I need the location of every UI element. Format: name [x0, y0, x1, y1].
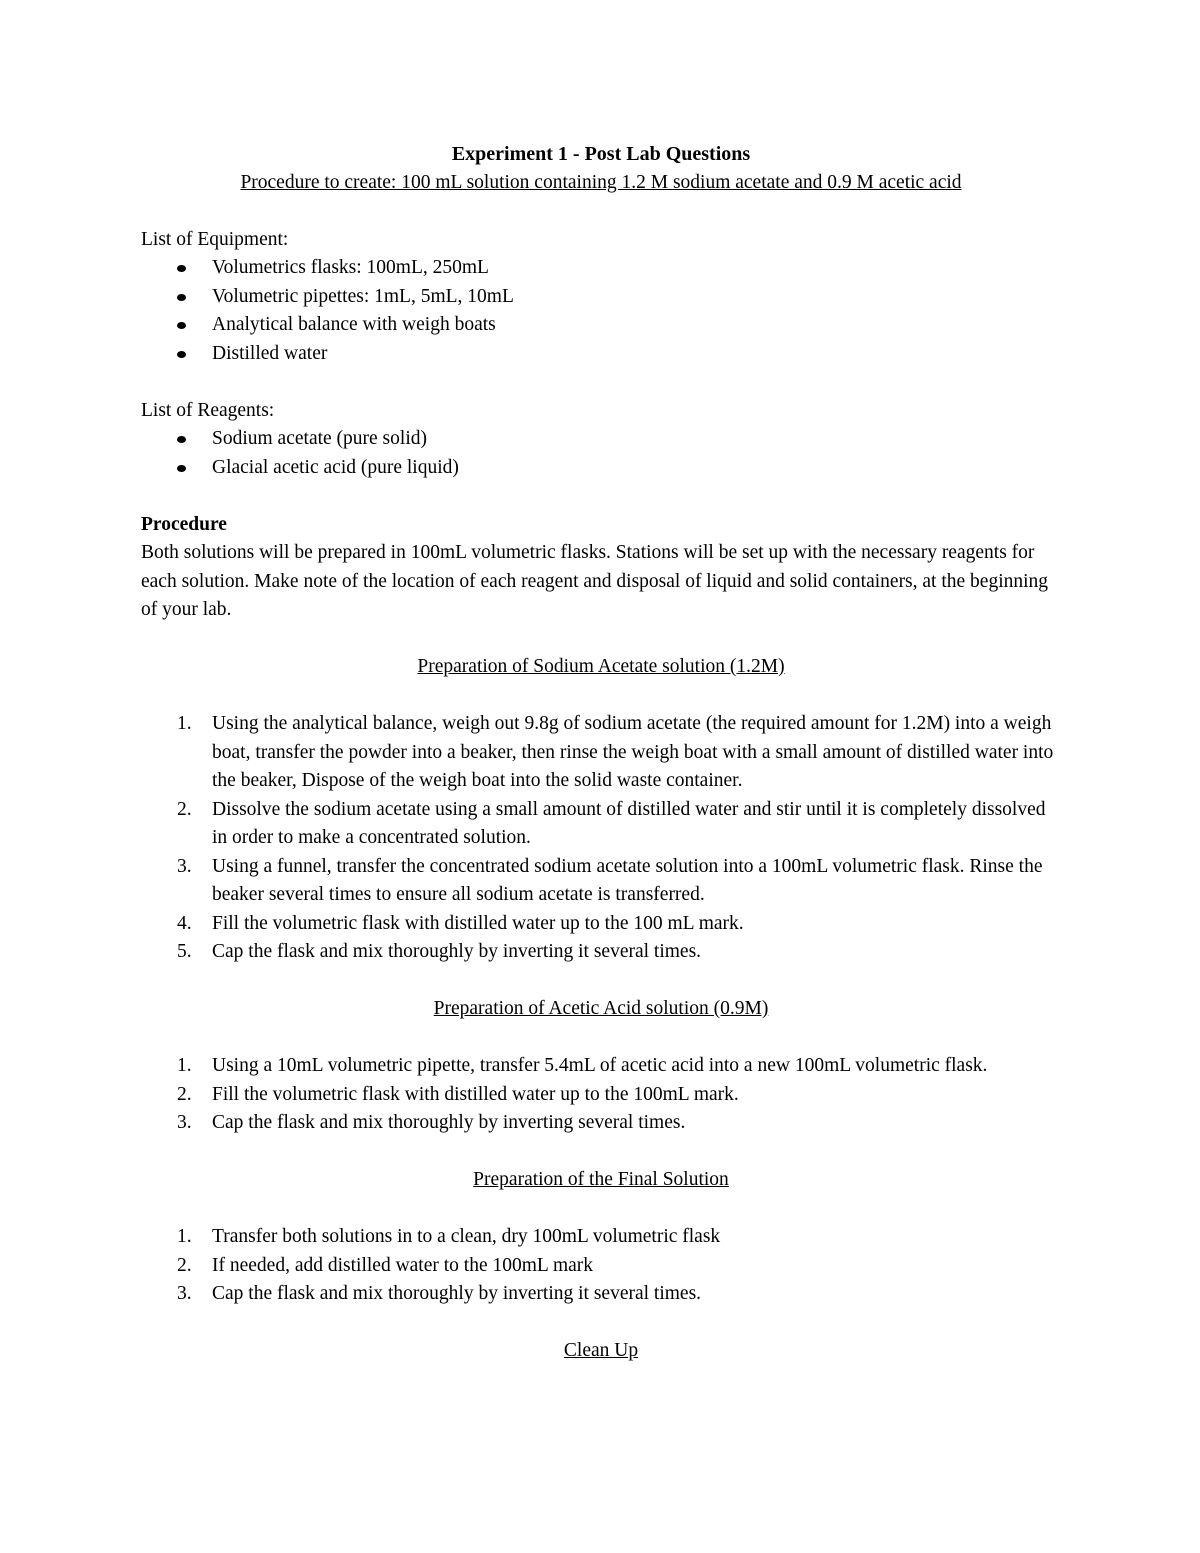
sodium-acetate-section [141, 653, 1061, 967]
sodium-acetate-steps [141, 710, 1061, 967]
equipment-item [141, 254, 1061, 283]
bullet-icon [177, 465, 186, 472]
step-item [141, 938, 1061, 967]
bullet-icon [177, 436, 186, 443]
step-item [141, 710, 1061, 796]
reagents-list [141, 425, 1061, 482]
step-number: 1. [177, 1226, 192, 1247]
step-item [141, 1223, 1061, 1252]
step-text: Cap the flask and mix thoroughly by inverting several times. [212, 1112, 686, 1133]
step-item [141, 910, 1061, 939]
clean-up-section [141, 1337, 1061, 1366]
step-text: Fill the volumetric flask with distilled water up to the 100 mL mark. [212, 912, 744, 934]
sodium-acetate-heading: Preparation of Sodium Acetate solution (1.2M) [417, 656, 785, 677]
equipment-list [141, 254, 1061, 368]
step-text: Dissolve the sodium acetate using a small amount of distilled water and stir until it is completely dissolved in order to make a concentrated solution. [212, 798, 1046, 848]
document-subtitle: Procedure to create: 100 mL solution containing 1.2 M sodium acetate and 0.9 M acetic acid [240, 171, 962, 193]
step-text: If needed, add distilled water to the 100mL mark [212, 1254, 594, 1276]
equipment-item-text: Volumetrics flasks: 100mL, 250mL [212, 257, 489, 278]
step-number: 1. [177, 713, 192, 734]
step-number: 2. [177, 798, 192, 820]
equipment-item-text: Volumetric pipettes: 1mL, 5mL, 10mL [212, 285, 514, 307]
step-item [141, 853, 1061, 910]
equipment-item [141, 340, 1061, 369]
equipment-item [141, 311, 1061, 340]
step-item [141, 1109, 1061, 1138]
reagent-item-text: Sodium acetate (pure solid) [212, 428, 427, 449]
step-number: 4. [177, 912, 192, 934]
document-page [141, 140, 1061, 1366]
equipment-item-text: Distilled water [212, 342, 328, 364]
step-number: 5. [177, 941, 192, 962]
acetic-acid-steps [141, 1052, 1061, 1138]
step-number: 3. [177, 1112, 192, 1133]
equipment-section [141, 226, 1061, 369]
final-solution-steps [141, 1223, 1061, 1309]
step-item [141, 1252, 1061, 1281]
step-number: 1. [177, 1055, 192, 1076]
equipment-heading: List of Equipment: [141, 228, 289, 250]
step-text: Cap the flask and mix thoroughly by inverting it several times. [212, 941, 702, 962]
bullet-icon [177, 294, 186, 301]
step-item [141, 1280, 1061, 1309]
step-text: Fill the volumetric flask with distilled water up to the 100mL mark. [212, 1083, 739, 1105]
step-number: 3. [177, 855, 192, 877]
final-solution-heading: Preparation of the Final Solution [473, 1169, 729, 1190]
reagent-item-text: Glacial acetic acid (pure liquid) [212, 456, 459, 478]
bullet-icon [177, 322, 186, 329]
step-text: Using a 10mL volumetric pipette, transfer 5.4mL of acetic acid into a new 100mL volumetric flask. [212, 1055, 988, 1076]
procedure-intro: Both solutions will be prepared in 100mL volumetric flasks. Stations will be set up with the necessary reagents for each solution. Make note of the location of each reagent and disposal of liquid and solid containers, at the beginning of your lab. [141, 542, 1049, 620]
step-text: Transfer both solutions in to a clean, dry 100mL volumetric flask [212, 1226, 721, 1247]
step-text: Cap the flask and mix thoroughly by inverting it several times. [212, 1283, 702, 1304]
clean-up-heading: Clean Up [563, 1340, 639, 1361]
acetic-acid-heading: Preparation of Acetic Acid solution (0.9M) [433, 998, 769, 1019]
step-text: Using the analytical balance, weigh out 9.8g of sodium acetate (the required amount for 1.2M) into a weigh boat, transfer the powder into a beaker, then rinse the weigh boat with a small amount of distilled water into the beaker, Dispose of the weigh boat into the solid waste container. [212, 713, 1054, 791]
step-item [141, 1081, 1061, 1110]
bullet-icon [177, 265, 186, 272]
final-solution-section [141, 1166, 1061, 1309]
equipment-item [141, 283, 1061, 312]
step-number: 2. [177, 1083, 192, 1105]
step-text: Using a funnel, transfer the concentrated sodium acetate solution into a 100mL volumetric flask. Rinse the beaker several times to ensure all sodium acetate is transferred. [212, 855, 1043, 905]
bullet-icon [177, 351, 186, 358]
reagent-item [141, 454, 1061, 483]
document-title: Experiment 1 - Post Lab Questions [451, 143, 751, 165]
reagent-item [141, 425, 1061, 454]
reagents-section [141, 397, 1061, 483]
reagents-heading: List of Reagents: [141, 399, 275, 421]
step-item [141, 796, 1061, 853]
step-number: 2. [177, 1254, 192, 1276]
acetic-acid-section [141, 995, 1061, 1138]
equipment-item-text: Analytical balance with weigh boats [212, 314, 496, 335]
step-item [141, 1052, 1061, 1081]
procedure-section [141, 511, 1061, 625]
procedure-heading: Procedure [141, 513, 227, 535]
step-number: 3. [177, 1283, 192, 1304]
